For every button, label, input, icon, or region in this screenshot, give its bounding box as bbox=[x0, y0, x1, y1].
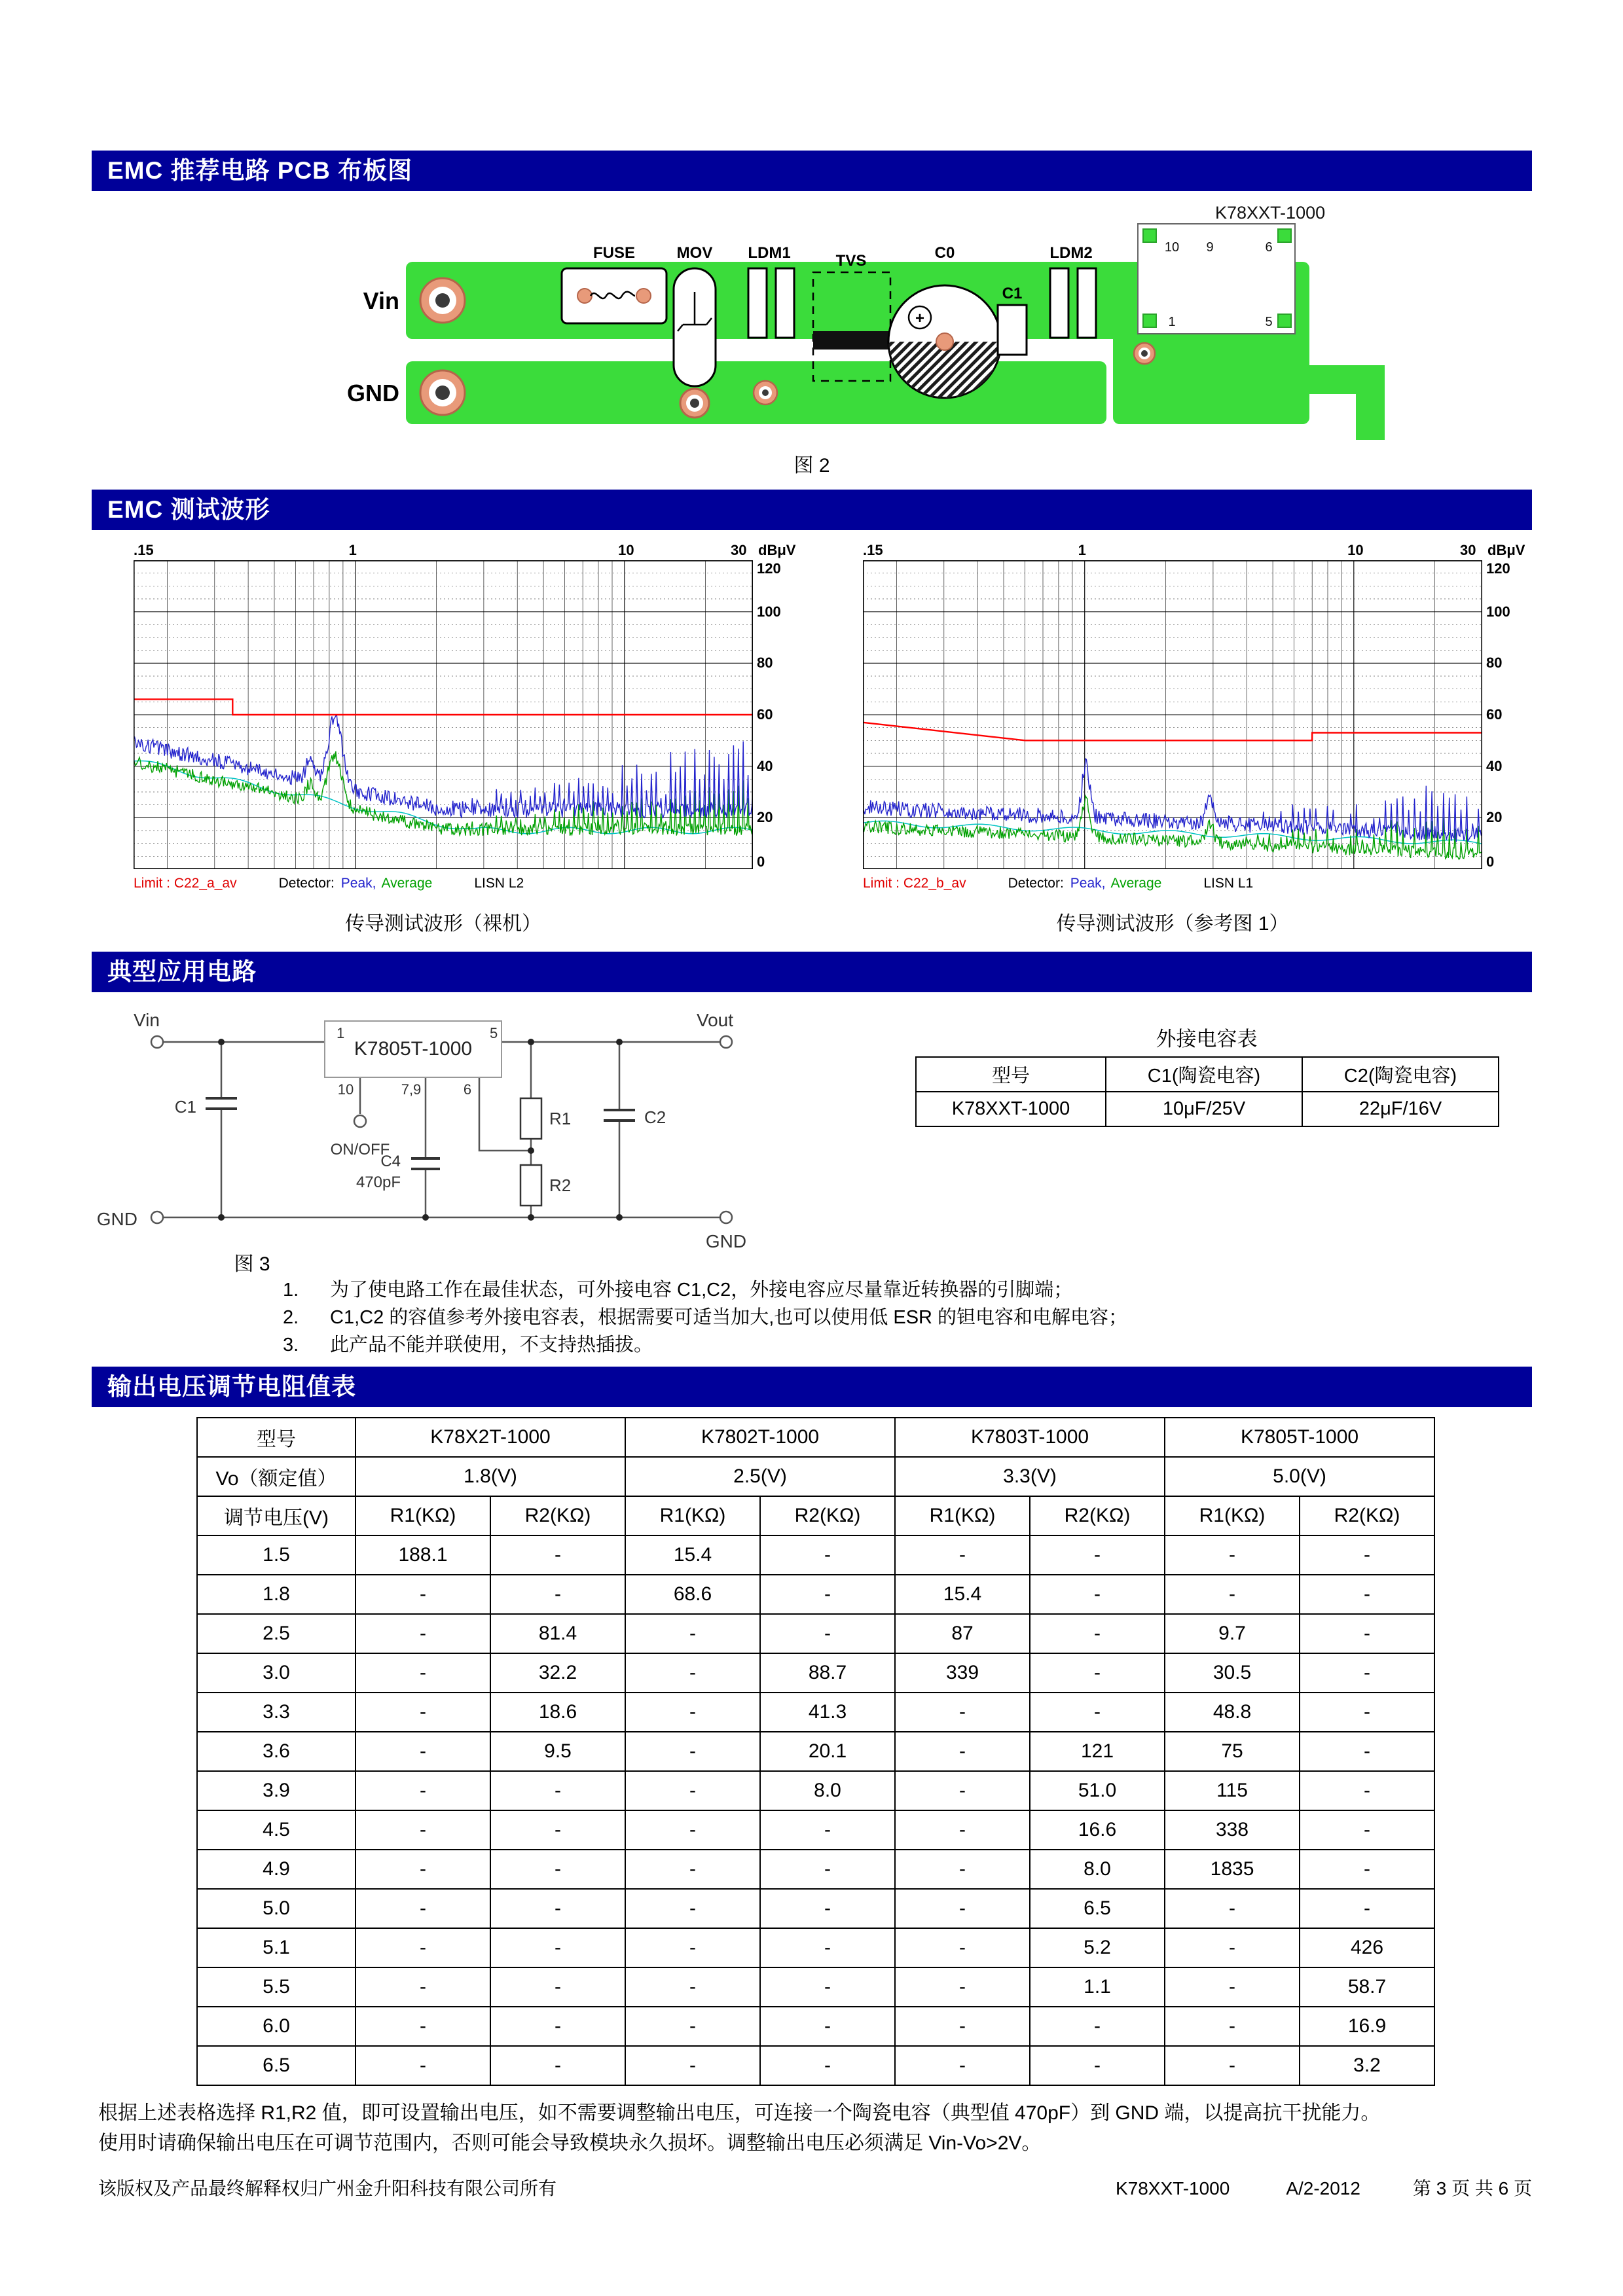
chart-legend bbox=[134, 876, 828, 891]
res-table-cell: R1(KΩ) bbox=[1165, 1496, 1300, 1535]
res-table-cell: - bbox=[1300, 1850, 1434, 1889]
module-pin-5: 5 bbox=[1265, 315, 1273, 329]
res-table-cell: - bbox=[625, 1889, 760, 1928]
r2-label: R2 bbox=[549, 1175, 572, 1195]
res-table-cell: - bbox=[1165, 1535, 1300, 1575]
pin-1: 1 bbox=[337, 1025, 345, 1041]
res-table-vo-row bbox=[197, 1457, 1434, 1496]
vin-label: Vin bbox=[134, 1010, 160, 1030]
ldm2-label: LDM2 bbox=[1049, 244, 1093, 262]
section-title-resistor-table: 输出电压调节电阻值表 bbox=[107, 1373, 356, 1400]
res-table-data-row bbox=[197, 1535, 1434, 1575]
res-table-cell: - bbox=[625, 1850, 760, 1889]
x-tick-label: 1 bbox=[348, 542, 357, 558]
section-title-pcb: EMC 推荐电路 PCB 布板图 bbox=[107, 157, 413, 184]
res-table-cell: - bbox=[1300, 1771, 1434, 1810]
res-table-cell: 88.7 bbox=[760, 1653, 895, 1693]
c1-label: C1 bbox=[1002, 285, 1023, 302]
y-tick-label: 0 bbox=[1486, 853, 1495, 870]
application-note bbox=[283, 1331, 1127, 1359]
res-table-cell: 3.3(V) bbox=[895, 1457, 1165, 1496]
res-table-cell: - bbox=[760, 1535, 895, 1575]
cap-table-cell: 10μF/25V bbox=[1106, 1092, 1302, 1126]
res-table-cell: - bbox=[1300, 1653, 1434, 1693]
res-table-cell: - bbox=[1300, 1575, 1434, 1614]
res-table-data-row bbox=[197, 1810, 1434, 1850]
c0-label: C0 bbox=[934, 244, 955, 262]
legend-peak: Peak, bbox=[340, 876, 376, 891]
res-table-cell: - bbox=[1030, 1653, 1165, 1693]
res-table-cell: 3.6 bbox=[197, 1732, 356, 1771]
module-area-pad bbox=[1134, 343, 1155, 364]
res-table-cell: 8.0 bbox=[760, 1771, 895, 1810]
y-tick-label: 20 bbox=[1486, 809, 1503, 826]
c1-component bbox=[998, 305, 1027, 355]
res-table-cell: - bbox=[490, 1967, 625, 2007]
r2-resistor bbox=[520, 1165, 541, 1206]
res-table-cell: - bbox=[1300, 1614, 1434, 1653]
res-table-cell: R2(KΩ) bbox=[760, 1496, 895, 1535]
res-table-cell: 1.5 bbox=[197, 1535, 356, 1575]
res-table-cell: - bbox=[625, 2007, 760, 2046]
res-table-cell: 1.8(V) bbox=[356, 1457, 625, 1496]
y-axis-unit-label: dBμV bbox=[1487, 542, 1525, 558]
legend-limit: Limit : C22_a_av bbox=[134, 876, 237, 891]
ldm1-pad bbox=[754, 381, 777, 404]
fuse-component bbox=[562, 268, 666, 323]
x-tick-label: 30 bbox=[731, 542, 747, 558]
x-tick-label: 1 bbox=[1078, 542, 1086, 558]
res-table-cell: - bbox=[760, 1889, 895, 1928]
res-table-cell: - bbox=[356, 1850, 490, 1889]
legend-average: Average bbox=[381, 876, 433, 891]
section-title-emc: EMC 测试波形 bbox=[107, 496, 270, 523]
res-table-cell: 188.1 bbox=[356, 1535, 490, 1575]
res-table-r-header-row bbox=[197, 1496, 1434, 1535]
footer-revision: A/2-2012 bbox=[1286, 2178, 1360, 2198]
res-table-cell: - bbox=[625, 1771, 760, 1810]
res-table-cell: - bbox=[760, 1614, 895, 1653]
res-table-cell: - bbox=[895, 1967, 1030, 2007]
res-table-cell: - bbox=[356, 1810, 490, 1850]
res-table-cell: 8.0 bbox=[1030, 1850, 1165, 1889]
res-table-cell: 6.5 bbox=[1030, 1889, 1165, 1928]
res-table-cell: - bbox=[895, 1732, 1030, 1771]
chart-caption: 传导测试波形（参考图 1） bbox=[1056, 913, 1289, 935]
module-pin-6: 6 bbox=[1265, 240, 1273, 255]
emc-chart-reference bbox=[863, 538, 1557, 936]
cap-table-title: 外接电容表 bbox=[1156, 1028, 1258, 1050]
section-header-typical-application bbox=[92, 952, 1532, 992]
section-header-emc-test bbox=[92, 490, 1532, 530]
res-table-cell: 15.4 bbox=[625, 1535, 760, 1575]
pin-10: 10 bbox=[337, 1081, 354, 1098]
external-capacitor-table bbox=[915, 1056, 1499, 1127]
gnd-left-terminal bbox=[151, 1211, 163, 1223]
res-table-cell: - bbox=[1165, 1575, 1300, 1614]
res-table-cell: - bbox=[1165, 1889, 1300, 1928]
res-table-cell: - bbox=[895, 1889, 1030, 1928]
res-table-cell: R2(KΩ) bbox=[1030, 1496, 1165, 1535]
res-table-cell: R1(KΩ) bbox=[356, 1496, 490, 1535]
vout-terminal bbox=[720, 1036, 732, 1048]
chart-legend bbox=[863, 876, 1557, 891]
y-tick-label: 40 bbox=[1486, 757, 1503, 774]
res-table-data-row bbox=[197, 1850, 1434, 1889]
chart-x-axis-labels bbox=[863, 538, 1557, 560]
res-table-cell: 68.6 bbox=[625, 1575, 760, 1614]
y-tick-label: 120 bbox=[757, 560, 781, 577]
res-table-cell: 48.8 bbox=[1165, 1693, 1300, 1732]
res-table-cell: - bbox=[490, 1810, 625, 1850]
note-number: 2. bbox=[283, 1307, 299, 1328]
res-table-data-row bbox=[197, 1732, 1434, 1771]
res-table-cell: - bbox=[356, 2007, 490, 2046]
application-note bbox=[283, 1304, 1127, 1331]
note-text: 为了使电路工作在最佳状态，可外接电容 C1,C2，外接电容应尽量靠近转换器的引脚端； bbox=[330, 1280, 1073, 1300]
c4-value: 470pF bbox=[356, 1174, 401, 1191]
res-table-cell: - bbox=[1165, 1967, 1300, 2007]
footer-page-number: 第 3 页 共 6 页 bbox=[1412, 2178, 1532, 2198]
pin-7-9: 7,9 bbox=[401, 1081, 422, 1098]
gnd-left-label: GND bbox=[96, 1209, 137, 1229]
section-header-pcb-layout bbox=[92, 151, 1532, 191]
res-table-cell: 3.3 bbox=[197, 1693, 356, 1732]
res-table-cell: - bbox=[1030, 1693, 1165, 1732]
gnd-pad bbox=[420, 370, 465, 415]
res-table-cell: 41.3 bbox=[760, 1693, 895, 1732]
res-table-data-row bbox=[197, 1614, 1434, 1653]
res-table-cell: - bbox=[895, 1771, 1030, 1810]
res-table-cell: - bbox=[625, 2046, 760, 2085]
y-tick-label: 80 bbox=[757, 655, 773, 672]
res-table-cell: 426 bbox=[1300, 1928, 1434, 1967]
res-table-cell: K7805T-1000 bbox=[1165, 1418, 1434, 1457]
res-table-cell: - bbox=[1030, 1614, 1165, 1653]
res-table-cell: - bbox=[625, 1928, 760, 1967]
y-axis-unit-label: dBμV bbox=[758, 542, 796, 558]
output-voltage-resistor-table bbox=[196, 1417, 1435, 2086]
cap-table-header-cell: C2(陶瓷电容) bbox=[1302, 1057, 1499, 1092]
res-table-cell: 20.1 bbox=[760, 1732, 895, 1771]
onoff-label: ON/OFF bbox=[330, 1141, 390, 1158]
note-number: 3. bbox=[283, 1335, 299, 1355]
pin-6: 6 bbox=[463, 1081, 472, 1098]
vin-terminal bbox=[151, 1036, 163, 1048]
chart-plot-area bbox=[863, 560, 1531, 869]
res-table-cell: - bbox=[895, 2007, 1030, 2046]
res-table-cell: 3.2 bbox=[1300, 2046, 1434, 2085]
res-table-cell: - bbox=[1165, 2046, 1300, 2085]
y-tick-label: 80 bbox=[1486, 655, 1503, 672]
y-tick-label: 60 bbox=[1486, 706, 1503, 723]
c0-plus-mark: + bbox=[915, 310, 925, 327]
cap-table-cell: 22μF/16V bbox=[1302, 1092, 1499, 1126]
module-name: K7805T-1000 bbox=[354, 1038, 473, 1060]
res-table-cell: 1.1 bbox=[1030, 1967, 1165, 2007]
r1-label: R1 bbox=[549, 1109, 572, 1128]
res-table-cell: - bbox=[1300, 1810, 1434, 1850]
res-table-cell: - bbox=[1300, 1693, 1434, 1732]
res-table-cell: - bbox=[490, 1889, 625, 1928]
res-table-data-row bbox=[197, 1967, 1434, 2007]
res-table-cell: - bbox=[490, 1575, 625, 1614]
res-table-cell: - bbox=[490, 2007, 625, 2046]
res-table-cell: - bbox=[895, 1693, 1030, 1732]
x-tick-label: 30 bbox=[1460, 542, 1476, 558]
figure-3-caption: 图 3 bbox=[234, 1253, 270, 1275]
legend-lisn: LISN L2 bbox=[474, 876, 524, 891]
emc-chart-bare-machine bbox=[134, 538, 828, 936]
res-table-cell: 1835 bbox=[1165, 1850, 1300, 1889]
res-table-cell: - bbox=[625, 1732, 760, 1771]
res-table-cell: - bbox=[625, 1614, 760, 1653]
res-table-cell: 121 bbox=[1030, 1732, 1165, 1771]
res-table-cell: - bbox=[625, 1810, 760, 1850]
res-table-cell: 51.0 bbox=[1030, 1771, 1165, 1810]
y-tick-label: 40 bbox=[757, 757, 773, 774]
res-table-cell: - bbox=[760, 1575, 895, 1614]
res-table-data-row bbox=[197, 1693, 1434, 1732]
footnote-line-1: 根据上述表格选择 R1,R2 值，即可设置输出电压，如不需要调整输出电压，可连接一个陶瓷电容（典型值 470pF）到 GND 端，以提高抗干扰能力。 bbox=[98, 2102, 1381, 2124]
res-table-cell: 339 bbox=[895, 1653, 1030, 1693]
vout-label: Vout bbox=[696, 1010, 734, 1030]
legend-peak: Peak, bbox=[1070, 876, 1106, 891]
res-table-cell: - bbox=[625, 1653, 760, 1693]
res-table-cell: 30.5 bbox=[1165, 1653, 1300, 1693]
res-table-cell: - bbox=[760, 1928, 895, 1967]
mov-label: MOV bbox=[676, 244, 713, 262]
chart-x-axis-labels bbox=[134, 538, 828, 560]
res-table-cell: 15.4 bbox=[895, 1575, 1030, 1614]
res-table-cell: - bbox=[895, 1850, 1030, 1889]
res-table-cell: 9.7 bbox=[1165, 1614, 1300, 1653]
application-notes bbox=[283, 1276, 1127, 1359]
res-table-cell: - bbox=[356, 1614, 490, 1653]
res-table-cell: - bbox=[895, 1810, 1030, 1850]
note-text: C1,C2 的容值参考外接电容表，根据需要可适当加大,也可以使用低 ESR 的钽电容和电解电容； bbox=[330, 1307, 1128, 1328]
res-table-cell: 9.5 bbox=[490, 1732, 625, 1771]
page-footer bbox=[98, 2174, 1532, 2200]
res-table-cell: - bbox=[895, 2046, 1030, 2085]
chart-caption: 传导测试波形（裸机） bbox=[345, 913, 541, 935]
y-tick-label: 100 bbox=[757, 603, 781, 620]
legend-average: Average bbox=[1110, 876, 1162, 891]
res-table-cell: - bbox=[1030, 1535, 1165, 1575]
module-pin-9: 9 bbox=[1206, 240, 1214, 255]
c0-component bbox=[888, 285, 1001, 398]
gnd-right-label: GND bbox=[705, 1231, 747, 1251]
res-table-cell: - bbox=[1165, 1928, 1300, 1967]
res-table-cell: - bbox=[356, 1653, 490, 1693]
res-table-cell: 2.5 bbox=[197, 1614, 356, 1653]
res-table-cell: - bbox=[1300, 1889, 1434, 1928]
res-table-cell: K78X2T-1000 bbox=[356, 1418, 625, 1457]
res-table-data-row bbox=[197, 2046, 1434, 2085]
res-table-cell: 16.6 bbox=[1030, 1810, 1165, 1850]
res-table-cell: 1.8 bbox=[197, 1575, 356, 1614]
res-table-cell: 6.5 bbox=[197, 2046, 356, 2085]
res-table-cell: - bbox=[356, 1771, 490, 1810]
note-number: 1. bbox=[283, 1280, 299, 1300]
c1-label: C1 bbox=[174, 1097, 196, 1117]
y-tick-label: 100 bbox=[1486, 603, 1510, 620]
res-table-cell: - bbox=[625, 1967, 760, 2007]
footer-model: K78XXT-1000 bbox=[1115, 2178, 1230, 2198]
res-table-cell: - bbox=[490, 1535, 625, 1575]
res-table-cell: - bbox=[490, 1850, 625, 1889]
footnote-line-2: 使用时请确保输出电压在可调节范围内，否则可能会导致模块永久损坏。调整输出电压必须满足 Vin-Vo>2V。 bbox=[98, 2132, 1042, 2154]
x-tick-label: 10 bbox=[1347, 542, 1364, 558]
table-footnotes bbox=[98, 2098, 1539, 2159]
cap-table-header-cell: 型号 bbox=[916, 1057, 1106, 1092]
res-table-cell: 5.0 bbox=[197, 1889, 356, 1928]
legend-detector: Detector: bbox=[1008, 876, 1064, 891]
res-table-cell: 75 bbox=[1165, 1732, 1300, 1771]
res-table-cell: 4.9 bbox=[197, 1850, 356, 1889]
res-table-cell: - bbox=[356, 1693, 490, 1732]
r1-resistor bbox=[520, 1098, 541, 1139]
res-table-cell: - bbox=[1300, 1535, 1434, 1575]
figure-2-caption: 图 2 bbox=[793, 455, 830, 476]
legend-lisn: LISN L1 bbox=[1203, 876, 1254, 891]
res-table-cell: 4.5 bbox=[197, 1810, 356, 1850]
res-table-cell: 115 bbox=[1165, 1771, 1300, 1810]
res-table-cell: K7802T-1000 bbox=[625, 1418, 895, 1457]
legend-limit: Limit : C22_b_av bbox=[863, 876, 966, 891]
schematic-drawing bbox=[92, 1001, 825, 1263]
res-table-cell: 5.1 bbox=[197, 1928, 356, 1967]
y-tick-label: 120 bbox=[1486, 560, 1510, 577]
res-table-cell: 5.5 bbox=[197, 1967, 356, 2007]
res-table-cell: - bbox=[625, 1693, 760, 1732]
note-text: 此产品不能并联使用，不支持热插拔。 bbox=[330, 1335, 653, 1355]
res-table-cell: R1(KΩ) bbox=[625, 1496, 760, 1535]
res-table-cell: 调节电压(V) bbox=[197, 1496, 356, 1535]
x-tick-label: .15 bbox=[863, 542, 883, 558]
c4-label: C4 bbox=[380, 1153, 401, 1170]
ldm1-label: LDM1 bbox=[748, 244, 791, 262]
fuse-label: FUSE bbox=[593, 244, 636, 262]
application-schematic bbox=[92, 1001, 825, 1263]
application-note bbox=[283, 1276, 1127, 1304]
res-table-cell: - bbox=[490, 1771, 625, 1810]
tvs-label: TVS bbox=[835, 252, 867, 270]
gnd-label: GND bbox=[347, 380, 399, 406]
res-table-cell: 6.0 bbox=[197, 2007, 356, 2046]
res-table-cell: 5.0(V) bbox=[1165, 1457, 1434, 1496]
res-table-data-row bbox=[197, 2007, 1434, 2046]
res-table-cell: 型号 bbox=[197, 1418, 356, 1457]
res-table-cell: 32.2 bbox=[490, 1653, 625, 1693]
res-table-cell: - bbox=[1300, 1732, 1434, 1771]
res-table-cell: 5.2 bbox=[1030, 1928, 1165, 1967]
res-table-cell: - bbox=[356, 1967, 490, 2007]
res-table-cell: R2(KΩ) bbox=[490, 1496, 625, 1535]
res-table-data-row bbox=[197, 1575, 1434, 1614]
res-table-cell: 3.0 bbox=[197, 1653, 356, 1693]
res-table-cell: 18.6 bbox=[490, 1693, 625, 1732]
cap-table-header-row bbox=[916, 1057, 1499, 1092]
res-table-cell: - bbox=[760, 1967, 895, 2007]
res-table-cell: 3.9 bbox=[197, 1771, 356, 1810]
res-table-model-row bbox=[197, 1418, 1434, 1457]
res-table-cell: - bbox=[760, 1810, 895, 1850]
res-table-cell: - bbox=[356, 2046, 490, 2085]
x-tick-label: 10 bbox=[618, 542, 634, 558]
pcb-board-drawing bbox=[92, 196, 1532, 446]
res-table-cell: - bbox=[1030, 2046, 1165, 2085]
res-table-cell: - bbox=[356, 1732, 490, 1771]
onoff-terminal bbox=[354, 1115, 366, 1127]
res-table-cell: - bbox=[895, 1928, 1030, 1967]
res-table-cell: 87 bbox=[895, 1614, 1030, 1653]
y-tick-label: 0 bbox=[757, 853, 765, 870]
module-label: K78XXT-1000 bbox=[1215, 203, 1326, 223]
res-table-data-row bbox=[197, 1889, 1434, 1928]
res-table-cell: - bbox=[490, 2046, 625, 2085]
y-tick-label: 60 bbox=[757, 706, 773, 723]
res-table-cell: 58.7 bbox=[1300, 1967, 1434, 2007]
res-table-cell: R2(KΩ) bbox=[1300, 1496, 1434, 1535]
res-table-data-row bbox=[197, 1928, 1434, 1967]
cap-table-header-cell: C1(陶瓷电容) bbox=[1106, 1057, 1302, 1092]
res-table-cell: - bbox=[1165, 2007, 1300, 2046]
res-table-cell: - bbox=[760, 2046, 895, 2085]
res-table-cell: R1(KΩ) bbox=[895, 1496, 1030, 1535]
res-table-cell: 338 bbox=[1165, 1810, 1300, 1850]
res-table-cell: 81.4 bbox=[490, 1614, 625, 1653]
cap-table-row bbox=[916, 1092, 1499, 1126]
section-title-app: 典型应用电路 bbox=[107, 958, 257, 985]
res-table-data-row bbox=[197, 1771, 1434, 1810]
section-header-resistor-table bbox=[92, 1367, 1532, 1407]
res-table-cell: - bbox=[895, 1535, 1030, 1575]
res-table-cell: 2.5(V) bbox=[625, 1457, 895, 1496]
vin-label: Vin bbox=[363, 287, 399, 314]
res-table-cell: K7803T-1000 bbox=[895, 1418, 1165, 1457]
x-tick-label: .15 bbox=[134, 542, 154, 558]
res-table-cell: - bbox=[356, 1575, 490, 1614]
res-table-cell: - bbox=[490, 1928, 625, 1967]
pin-5: 5 bbox=[490, 1025, 498, 1041]
res-table-cell: Vo（额定值） bbox=[197, 1457, 356, 1496]
c2-label: C2 bbox=[644, 1107, 666, 1127]
pcb-figure bbox=[92, 196, 1532, 446]
vin-pad bbox=[420, 278, 465, 323]
res-table-cell: - bbox=[1030, 2007, 1165, 2046]
res-table-cell: - bbox=[760, 1850, 895, 1889]
res-table-cell: - bbox=[1030, 1575, 1165, 1614]
cap-table-cell: K78XXT-1000 bbox=[916, 1092, 1106, 1126]
gnd-right-terminal bbox=[720, 1211, 732, 1223]
module-pin-1: 1 bbox=[1168, 315, 1176, 329]
legend-detector: Detector: bbox=[278, 876, 335, 891]
copyright-text: 该版权及产品最终解释权归广州金升阳科技有限公司所有 bbox=[98, 2178, 557, 2198]
res-table-cell: 16.9 bbox=[1300, 2007, 1434, 2046]
y-tick-label: 20 bbox=[757, 809, 773, 826]
chart-plot-area bbox=[134, 560, 801, 869]
res-table-cell: - bbox=[760, 2007, 895, 2046]
module-pin-10: 10 bbox=[1164, 240, 1180, 255]
res-table-cell: - bbox=[356, 1928, 490, 1967]
res-table-cell: - bbox=[356, 1889, 490, 1928]
res-table-data-row bbox=[197, 1653, 1434, 1693]
